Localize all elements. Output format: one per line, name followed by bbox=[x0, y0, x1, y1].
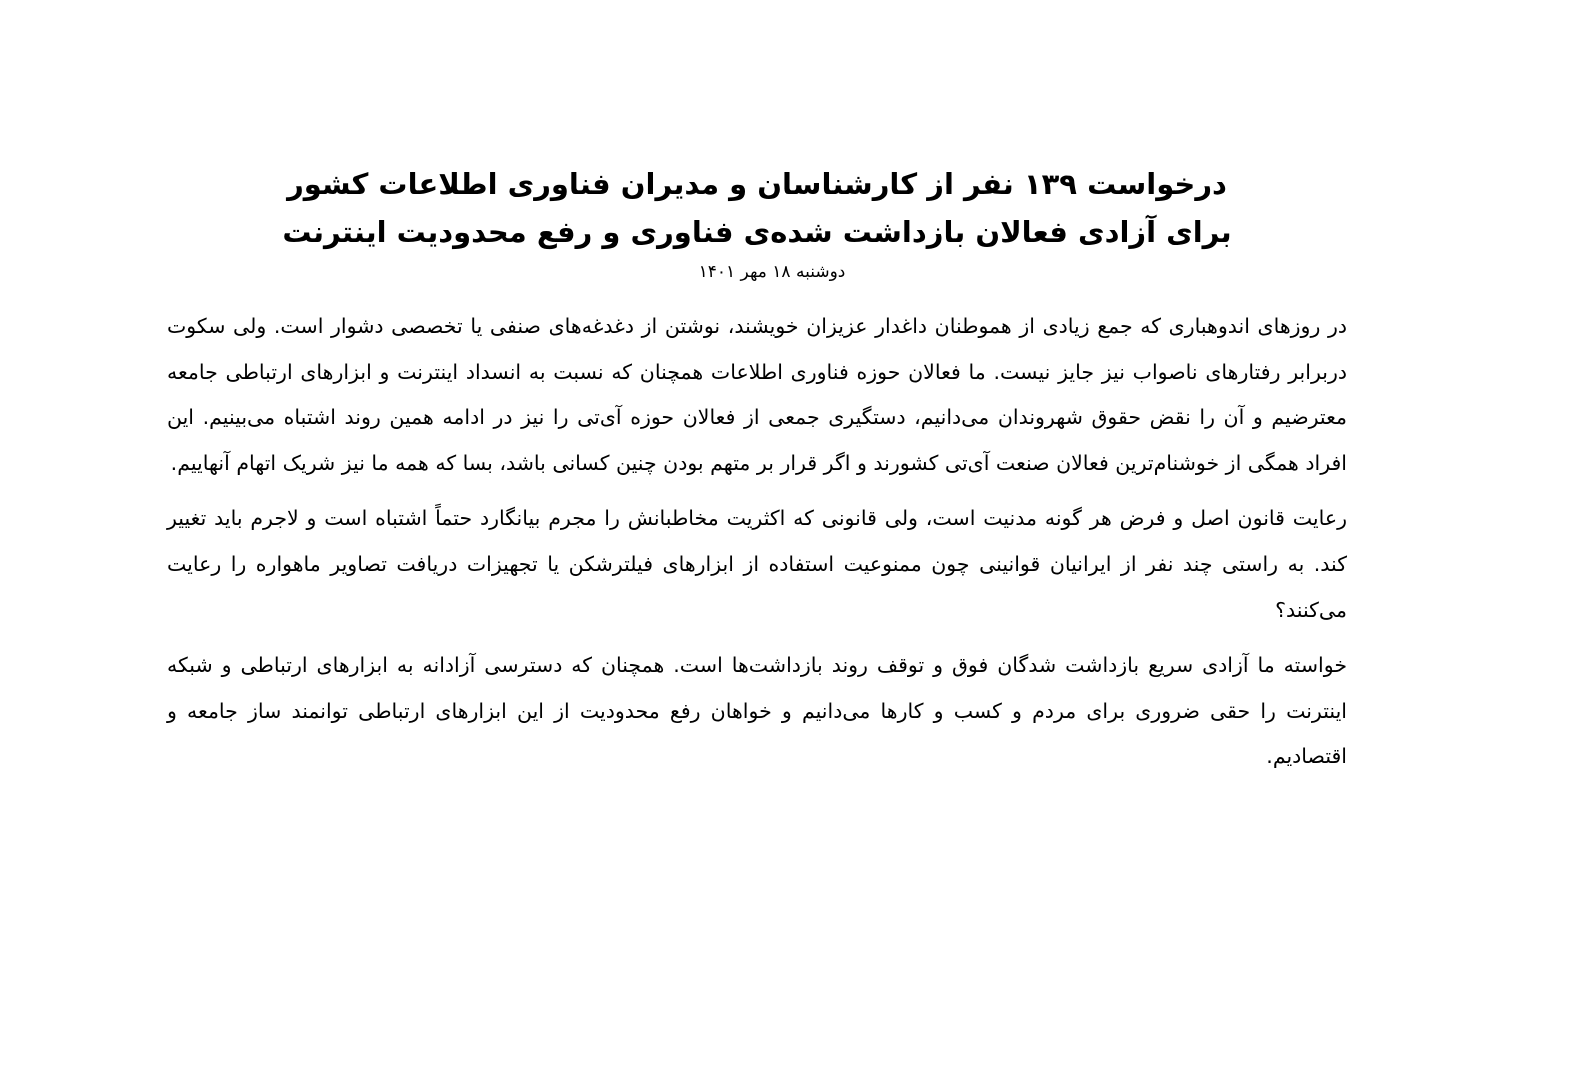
paragraph-2: رعایت قانون اصل و فرض هر گونه مدنیت است، ولی قانونی که اکثریت مخاطبانش را مجرم بیانگارد حتماً اشتباه است و لاجرم باید تغییر کند. به راستی چند نفر از ایرانیان قوانینی چون ممنوعیت استفاده از ابزارهای فیلترشکن یا تجهیزات دریافت تصاویر ماهواره را رعایت می‌کنند؟ bbox=[167, 506, 1347, 622]
document-title-line-1: درخواست ۱۳۹ نفر از کارشناسان و مدیران فناوری اطلاعات کشور bbox=[287, 167, 1227, 201]
document-title-line-2: برای آزادی فعالان بازداشت شده‌ی فناوری و رفع محدودیت اینترنت bbox=[282, 215, 1232, 249]
document-body bbox=[167, 160, 1347, 790]
document-date: دوشنبه ۱۸ مهر ۱۴۰۱ bbox=[698, 262, 846, 282]
document-title bbox=[167, 160, 1347, 256]
paragraph-1: در روزهای اندوهباری که جمع زیادی از هموطنان داغدار عزیزان خویشند، نوشتن از دغدغه‌های صنفی یا تخصصی دشوار است. ولی سکوت دربرابر رفتارهای ناصواب نیز جایز نیست. ما فعالان حوزه فناوری اطلاعات همچنان که نسبت به انسداد اینترنت و ابزارهای ارتباطی جامعه معترضیم و آن را نقض حقوق شهروندان می‌دانیم، دستگیری جمعی از فعالان حوزه آی‌تی را نیز در ادامه همین روند اشتباه می‌بینیم. این افراد همگی از خوشنام‌ترین فعالان صنعت آی‌تی کشورند و اگر قرار بر متهم بودن چنین کسانی باشد، بسا که همه ما نیز شریک اتهام آنهاییم. bbox=[167, 314, 1347, 475]
paragraph-3: خواسته ما آزادی سریع بازداشت شدگان فوق و توقف روند بازداشت‌ها است. همچنان که دسترسی آزادانه به ابزارهای ارتباطی و شبکه اینترنت را حقی ضروری برای مردم و کسب و کارها می‌دانیم و خواهان رفع محدودیت از این ابزارهای ارتباطی توانمند ساز جامعه و اقتصادیم. bbox=[167, 653, 1347, 769]
